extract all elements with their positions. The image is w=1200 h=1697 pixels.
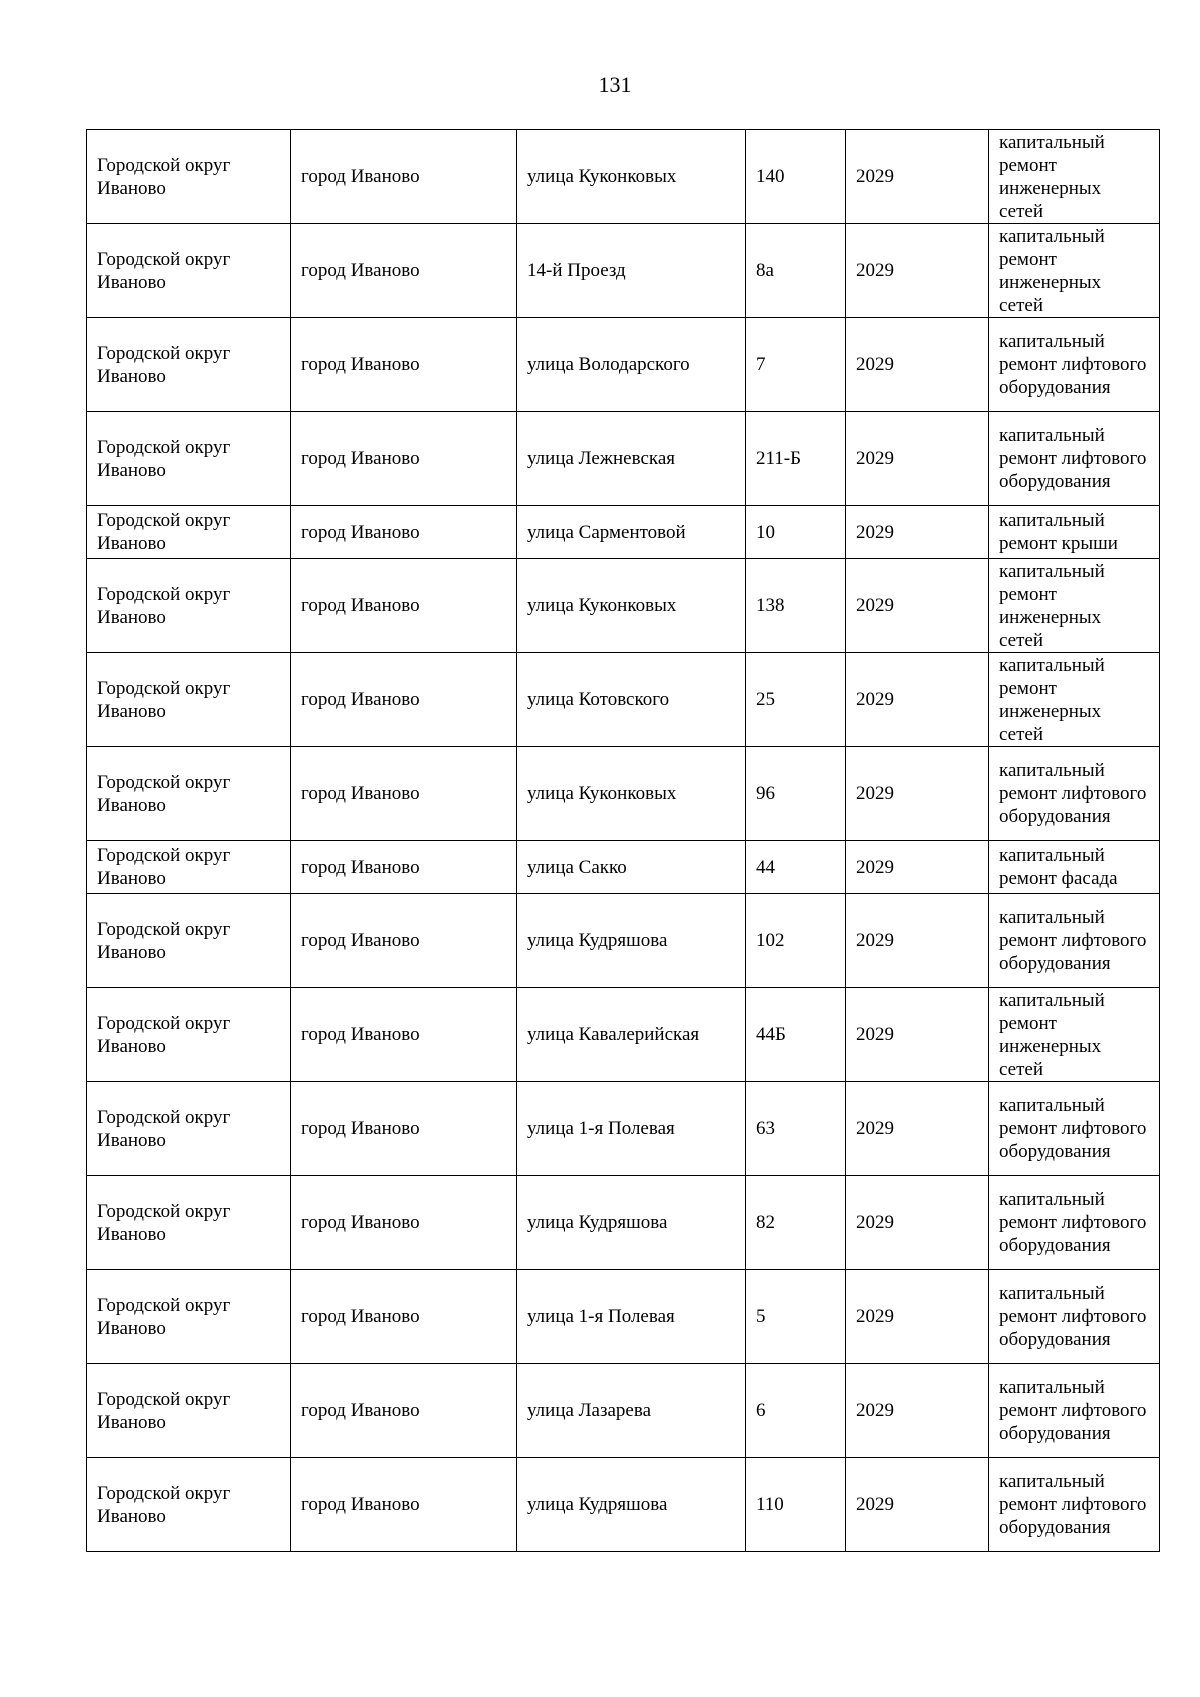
house-number-cell: 44 [746,841,846,894]
district-cell: Городской округ Иваново [87,130,291,224]
table-row [87,653,1160,747]
district-cell: Городской округ Иваново [87,318,291,412]
table-row [87,559,1160,653]
district-cell: Городской округ Иваново [87,412,291,506]
house-number-cell: 110 [746,1458,846,1552]
street-cell: улица Лежневская [517,412,746,506]
city-cell: город Иваново [291,318,517,412]
table-row [87,1270,1160,1364]
table-row [87,130,1160,224]
house-number-cell: 7 [746,318,846,412]
city-cell: город Иваново [291,506,517,559]
work-type-cell: капитальный ремонт инженерных сетей [989,653,1160,747]
city-cell: город Иваново [291,747,517,841]
house-number-cell: 140 [746,130,846,224]
street-cell: улица Куконковых [517,130,746,224]
year-cell: 2029 [846,1176,989,1270]
city-cell: город Иваново [291,1176,517,1270]
repair-schedule-table [86,129,1160,1552]
work-type-cell: капитальный ремонт лифтового оборудования [989,1176,1160,1270]
district-cell: Городской округ Иваново [87,747,291,841]
table-row [87,318,1160,412]
house-number-cell: 10 [746,506,846,559]
district-cell: Городской округ Иваново [87,894,291,988]
city-cell: город Иваново [291,1458,517,1552]
year-cell: 2029 [846,1270,989,1364]
work-type-cell: капитальный ремонт лифтового оборудования [989,412,1160,506]
district-cell: Городской округ Иваново [87,988,291,1082]
year-cell: 2029 [846,747,989,841]
district-cell: Городской округ Иваново [87,224,291,318]
district-cell: Городской округ Иваново [87,1458,291,1552]
street-cell: улица Куконковых [517,559,746,653]
city-cell: город Иваново [291,1270,517,1364]
house-number-cell: 211-Б [746,412,846,506]
table-row [87,894,1160,988]
street-cell: улица Кавалерийская [517,988,746,1082]
year-cell: 2029 [846,412,989,506]
table-row [87,1458,1160,1552]
work-type-cell: капитальный ремонт инженерных сетей [989,130,1160,224]
table-row [87,412,1160,506]
street-cell: улица Куконковых [517,747,746,841]
house-number-cell: 8а [746,224,846,318]
year-cell: 2029 [846,653,989,747]
city-cell: город Иваново [291,412,517,506]
work-type-cell: капитальный ремонт крыши [989,506,1160,559]
work-type-cell: капитальный ремонт инженерных сетей [989,224,1160,318]
table-body [87,130,1160,1552]
house-number-cell: 6 [746,1364,846,1458]
year-cell: 2029 [846,988,989,1082]
work-type-cell: капитальный ремонт лифтового оборудования [989,1458,1160,1552]
year-cell: 2029 [846,318,989,412]
district-cell: Городской округ Иваново [87,506,291,559]
district-cell: Городской округ Иваново [87,1270,291,1364]
page-number: 131 [598,72,632,97]
work-type-cell: капитальный ремонт фасада [989,841,1160,894]
table-row [87,1176,1160,1270]
city-cell: город Иваново [291,224,517,318]
street-cell: улица Котовского [517,653,746,747]
street-cell: улица Кудряшова [517,894,746,988]
street-cell: улица Сакко [517,841,746,894]
work-type-cell: капитальный ремонт лифтового оборудования [989,747,1160,841]
district-cell: Городской округ Иваново [87,1176,291,1270]
city-cell: город Иваново [291,988,517,1082]
table-row [87,506,1160,559]
house-number-cell: 96 [746,747,846,841]
city-cell: город Иваново [291,559,517,653]
street-cell: 14-й Проезд [517,224,746,318]
work-type-cell: капитальный ремонт инженерных сетей [989,559,1160,653]
house-number-cell: 63 [746,1082,846,1176]
city-cell: город Иваново [291,130,517,224]
district-cell: Городской округ Иваново [87,1364,291,1458]
street-cell: улица 1-я Полевая [517,1082,746,1176]
year-cell: 2029 [846,224,989,318]
street-cell: улица Кудряшова [517,1458,746,1552]
street-cell: улица Кудряшова [517,1176,746,1270]
work-type-cell: капитальный ремонт лифтового оборудования [989,1364,1160,1458]
table-row [87,1082,1160,1176]
year-cell: 2029 [846,1364,989,1458]
house-number-cell: 44Б [746,988,846,1082]
year-cell: 2029 [846,1082,989,1176]
district-cell: Городской округ Иваново [87,841,291,894]
table-row [87,988,1160,1082]
table-row [87,1364,1160,1458]
work-type-cell: капитальный ремонт инженерных сетей [989,988,1160,1082]
city-cell: город Иваново [291,1082,517,1176]
year-cell: 2029 [846,841,989,894]
city-cell: город Иваново [291,894,517,988]
year-cell: 2029 [846,1458,989,1552]
city-cell: город Иваново [291,653,517,747]
city-cell: город Иваново [291,841,517,894]
district-cell: Городской округ Иваново [87,653,291,747]
house-number-cell: 25 [746,653,846,747]
work-type-cell: капитальный ремонт лифтового оборудования [989,1082,1160,1176]
work-type-cell: капитальный ремонт лифтового оборудования [989,318,1160,412]
district-cell: Городской округ Иваново [87,559,291,653]
year-cell: 2029 [846,894,989,988]
street-cell: улица 1-я Полевая [517,1270,746,1364]
city-cell: город Иваново [291,1364,517,1458]
house-number-cell: 82 [746,1176,846,1270]
year-cell: 2029 [846,559,989,653]
year-cell: 2029 [846,506,989,559]
work-type-cell: капитальный ремонт лифтового оборудования [989,894,1160,988]
street-cell: улица Володарского [517,318,746,412]
street-cell: улица Лазарева [517,1364,746,1458]
work-type-cell: капитальный ремонт лифтового оборудования [989,1270,1160,1364]
district-cell: Городской округ Иваново [87,1082,291,1176]
street-cell: улица Сарментовой [517,506,746,559]
house-number-cell: 102 [746,894,846,988]
table-row [87,841,1160,894]
house-number-cell: 138 [746,559,846,653]
year-cell: 2029 [846,130,989,224]
house-number-cell: 5 [746,1270,846,1364]
table-row [87,224,1160,318]
table-row [87,747,1160,841]
